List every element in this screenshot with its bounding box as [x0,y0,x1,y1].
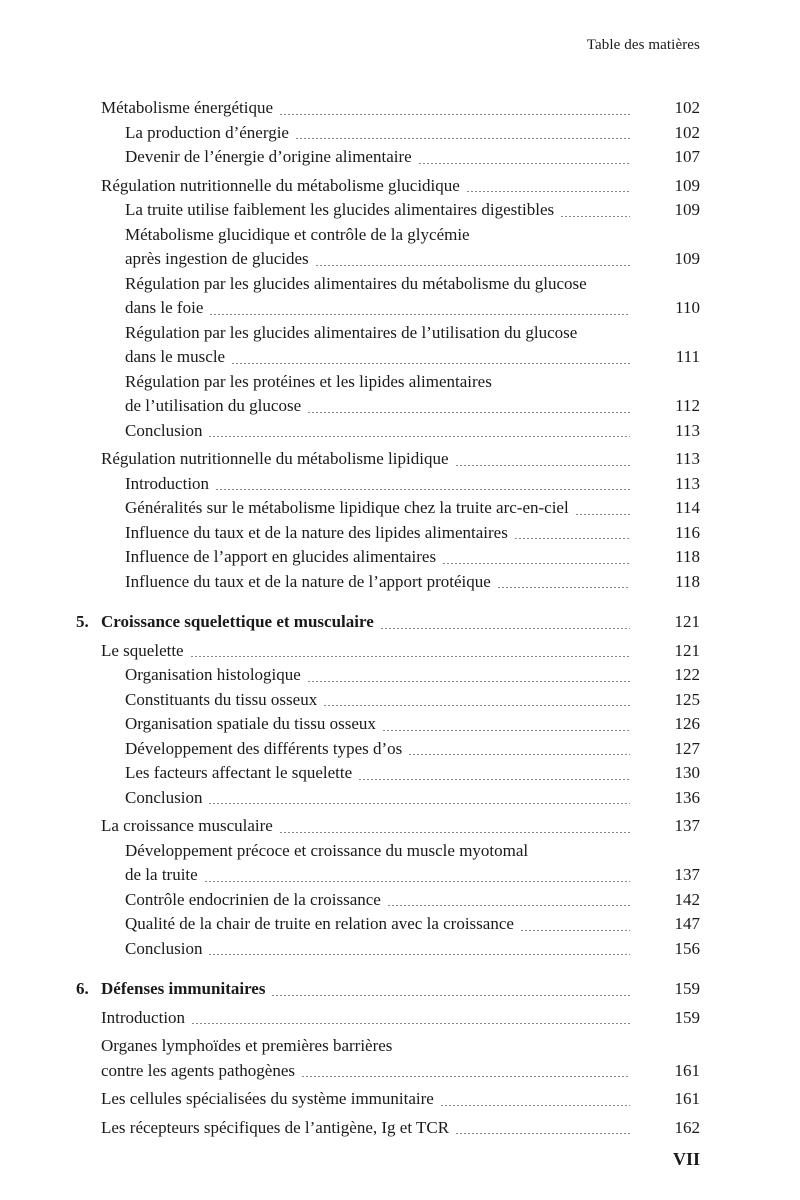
toc-entry-page: 126 [674,714,700,733]
toc-entry-page: 121 [674,612,700,631]
toc-entry-title: Qualité de la chair de truite en relation avec la croissance [125,914,514,933]
toc-entry[interactable] [0,688,800,713]
toc-entry-title: Devenir de l’énergie d’origine alimentaire [125,147,412,166]
toc-entry-page: 109 [674,249,700,268]
toc-entry[interactable] [0,545,800,570]
dot-leader [279,114,630,115]
toc-entry-title: La truite utilise faiblement les glucides alimentaires digestibles [125,200,555,219]
dot-leader [418,163,630,164]
toc-entry[interactable] [0,521,800,546]
toc-entry[interactable] [0,1116,800,1141]
dot-leader [575,514,630,515]
toc-entry[interactable] [0,472,800,497]
toc-entry-page: 113 [675,473,700,493]
toc-entry-page: 116 [675,522,700,542]
toc-entry[interactable] [0,223,800,272]
toc-entry[interactable] [0,419,800,444]
toc-entry-page: 109 [674,175,700,195]
toc-entry[interactable] [0,639,800,664]
toc-entry-page: 118 [675,571,700,591]
toc-entry-title: Constituants du tissu osseux [125,689,318,709]
toc-entry[interactable] [0,496,800,521]
toc-entry-page: 122 [674,665,700,684]
toc-entry-page: 137 [674,865,700,884]
dot-leader [209,314,630,315]
toc-entry[interactable] [0,912,800,937]
dot-leader [307,412,630,413]
dot-leader [204,881,630,882]
toc-entry-page: 162 [674,1117,700,1137]
dot-leader [208,954,630,955]
dot-leader [279,832,630,833]
toc-entry[interactable] [0,198,800,223]
toc-entry-title-line2: dans le muscle [125,347,226,366]
toc-entry-title: Métabolisme énergétique [101,98,273,117]
toc-entry-page: 136 [674,787,700,807]
dot-leader [323,705,630,706]
toc-chapter-number: 6. [76,979,89,998]
toc-entry[interactable] [0,839,800,888]
toc-entry-title: Influence du taux et de la nature des lipides alimentaires [125,522,508,542]
dot-leader [231,363,630,364]
toc-entry-title-line1: Régulation par les glucides alimentaires du métabolisme du glucose [125,273,587,293]
table-of-contents [0,96,800,1140]
toc-entry[interactable] [0,663,800,688]
toc-entry-page: 107 [674,147,700,166]
dot-leader [215,489,630,490]
toc-entry[interactable] [0,321,800,370]
toc-entry-title: Organisation spatiale du tissu osseux [125,714,376,733]
toc-entry-title: Conclusion [125,787,203,807]
toc-entry[interactable] [0,888,800,913]
toc-chapter-title: Défenses immunitaires [101,979,266,998]
toc-entry-page: 161 [674,1060,700,1080]
toc-entry-page: 113 [675,420,700,440]
dot-leader [315,265,630,266]
toc-entry-title: La production d’énergie [125,122,289,142]
dot-leader [520,930,630,931]
toc-entry[interactable] [0,121,800,146]
toc-entry-page: 159 [674,979,700,998]
toc-entry-page: 125 [674,689,700,709]
toc-entry-page: 127 [674,738,700,758]
dot-leader [560,216,630,217]
toc-entry-title-line1: Régulation par les protéines et les lipides alimentaires [125,371,492,391]
toc-entry[interactable] [0,370,800,419]
toc-entry[interactable] [0,272,800,321]
toc-entry-page: 102 [674,122,700,142]
dot-leader [358,779,630,780]
toc-entry-page: 156 [674,938,700,958]
toc-chapter-title: Croissance squelettique et musculaire [101,612,374,631]
dot-leader [307,681,630,682]
toc-entry-page: 121 [674,640,700,660]
dot-leader [208,436,630,437]
toc-entry-title: Régulation nutritionnelle du métabolisme glucidique [101,175,460,195]
toc-entry-title: Conclusion [125,938,203,958]
toc-entry[interactable] [0,1006,800,1031]
toc-entry-title: Introduction [101,1007,186,1027]
toc-entry-title: Le squelette [101,640,184,660]
dot-leader [408,754,630,755]
toc-entry-page: 113 [675,449,700,468]
toc-entry-page: 112 [675,396,700,415]
toc-entry-page: 130 [674,763,700,782]
toc-entry[interactable] [0,937,800,962]
page-number: VII [672,1149,700,1169]
toc-chapter-entry[interactable] [0,610,800,635]
toc-entry[interactable] [0,737,800,762]
dot-leader [514,538,630,539]
toc-entry-page: 102 [674,98,700,117]
toc-entry-page: 111 [675,347,700,366]
dot-leader [295,138,630,139]
toc-entry-title-line1: Métabolisme glucidique et contrôle de la glycémie [125,224,470,244]
toc-entry-title: Introduction [125,473,210,493]
toc-entry[interactable] [0,174,800,199]
dot-leader [191,1023,630,1024]
toc-entry-page: 137 [674,816,700,835]
toc-entry-title: La croissance musculaire [101,816,273,835]
toc-entry-title-line2: contre les agents pathogènes [101,1060,296,1080]
running-header: Table des matières [586,37,700,53]
toc-entry-title: Les récepteurs spécifiques de l’antigène, Ig et TCR [101,1117,450,1137]
dot-leader [442,563,630,564]
toc-entry-page: 147 [674,914,700,933]
toc-entry-title-line2: de la truite [125,865,198,884]
dot-leader [380,628,630,629]
toc-entry-title: Généralités sur le métabolisme lipidique chez la truite arc-en-ciel [125,498,569,517]
toc-entry-page: 109 [674,200,700,219]
toc-entry-title: Régulation nutritionnelle du métabolisme lipidique [101,449,449,468]
dot-leader [466,191,630,192]
toc-entry[interactable] [0,1087,800,1112]
toc-entry-title: Influence de l’apport en glucides alimentaires [125,547,437,566]
dot-leader [190,656,630,657]
toc-chapter-number: 5. [76,612,89,631]
toc-entry-page: 118 [675,547,700,566]
toc-entry-title: Conclusion [125,420,203,440]
dot-leader [455,1133,630,1134]
toc-entry[interactable] [0,1034,800,1083]
toc-entry[interactable] [0,761,800,786]
dot-leader [382,730,630,731]
toc-entry-title: Les facteurs affectant le squelette [125,763,353,782]
toc-entry-title: Les cellules spécialisées du système immunitaire [101,1089,434,1108]
dot-leader [271,995,630,996]
dot-leader [497,587,630,588]
dot-leader [440,1105,630,1106]
toc-entry-title: Contrôle endocrinien de la croissance [125,889,381,909]
toc-chapter-entry[interactable] [0,977,800,1002]
toc-entry-title-line1: Régulation par les glucides alimentaires de l’utilisation du glucose [125,322,578,342]
toc-entry-title-line1: Développement précoce et croissance du muscle myotomal [125,840,529,860]
toc-entry[interactable] [0,570,800,595]
toc-entry-title: Développement des différents types d’os [125,738,403,758]
toc-entry-title: Organisation histologique [125,665,301,684]
toc-entry[interactable] [0,712,800,737]
toc-entry[interactable] [0,96,800,121]
toc-entry-page: 159 [674,1007,700,1027]
toc-entry-title-line2: après ingestion de glucides [125,249,309,268]
toc-entry[interactable] [0,447,800,472]
dot-leader [387,905,630,906]
dot-leader [455,465,631,466]
toc-entry-title-line2: de l’utilisation du glucose [125,396,302,415]
toc-entry-page: 142 [674,889,700,909]
toc-entry-title-line1: Organes lymphoïdes et premières barrières [101,1036,393,1055]
toc-entry[interactable] [0,145,800,170]
toc-entry-title-line2: dans le foie [125,298,204,317]
toc-entry[interactable] [0,786,800,811]
dot-leader [301,1076,630,1077]
toc-entry-page: 114 [675,498,700,517]
toc-entry-page: 161 [674,1089,700,1108]
toc-entry[interactable] [0,814,800,839]
toc-entry-title: Influence du taux et de la nature de l’apport protéique [125,571,491,591]
dot-leader [208,803,630,804]
toc-entry-page: 110 [675,298,700,317]
